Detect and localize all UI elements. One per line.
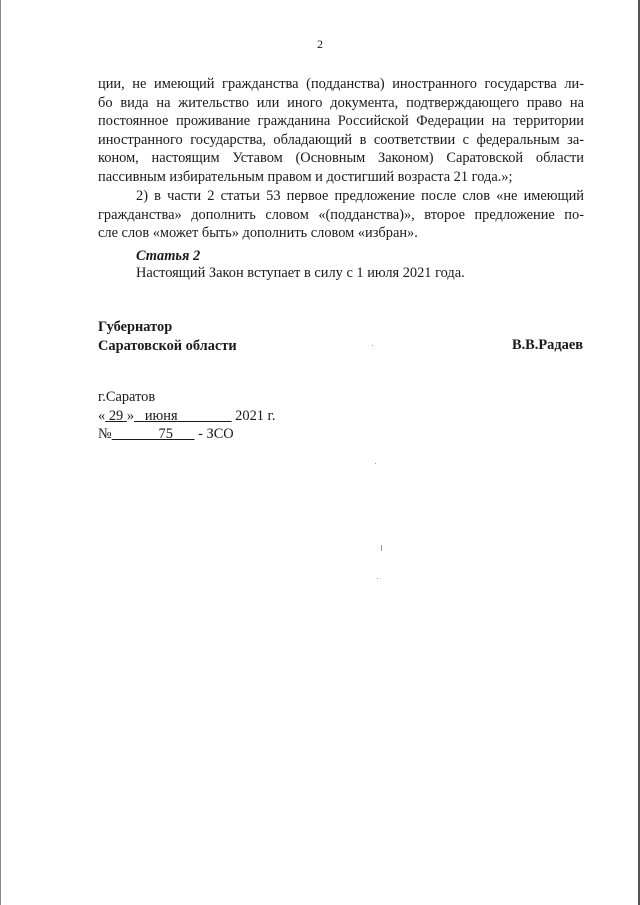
scan-speck [377,578,378,579]
paragraph-line: 2) в части 2 статьи 53 первое предложение после слов «не имеющий [136,188,584,204]
signatory-name: В.В.Радаев [511,337,583,353]
signatory-title-line: Губернатор [98,319,173,335]
city: г.Саратов [98,389,156,405]
place-date-number [98,388,275,444]
paragraph-line: пассивным избирательным правом и достигший возраста 21 года.»; [98,168,513,185]
paragraph-amendment-2 [98,187,584,243]
number-suffix: - ЗСО [198,426,234,443]
number-prefix: № [98,426,112,443]
paragraph-line: гражданства» дополнить словом «(подданства)», второе предложение по- [98,206,584,223]
paragraph-continuation [98,75,584,187]
date-day: 29 [108,407,124,424]
scan-speck [375,463,376,464]
paragraph-line: бо вида на жительство или иного документа, подтверждающего право на [98,94,584,111]
paragraph-line: коном, настоящим Уставом (Основным Законом) Саратовской области [98,150,584,167]
date-prefix: « [98,407,106,424]
date-mid: » [126,407,135,424]
paragraph-line: иностранного государства, обладающий в соответствии с федеральным за- [98,131,584,148]
date-month: июня [144,407,178,424]
law-date [98,407,275,426]
signatory-title [98,318,237,355]
page-number: 2 [317,37,323,51]
article-2-text: Настоящий Закон вступает в силу с 1 июля 2021 года. [136,265,465,281]
scan-speck [381,545,382,551]
signatory-title-line: Саратовской области [98,337,237,354]
paragraph-line: сле слов «может быть» дополнить словом «избран». [98,225,418,242]
article-2-title: Статья 2 [136,248,201,264]
law-number [98,425,275,444]
date-year: 2021 г. [235,407,276,424]
number-value: 75 [158,426,173,443]
paragraph-line: ции, не имеющий гражданства (подданства) иностранного государства ли- [98,76,584,92]
scan-speck [372,345,373,346]
paragraph-line: постоянное проживание гражданина Российской Федерации на территории [98,113,584,130]
scan-edge-left [0,0,1,905]
